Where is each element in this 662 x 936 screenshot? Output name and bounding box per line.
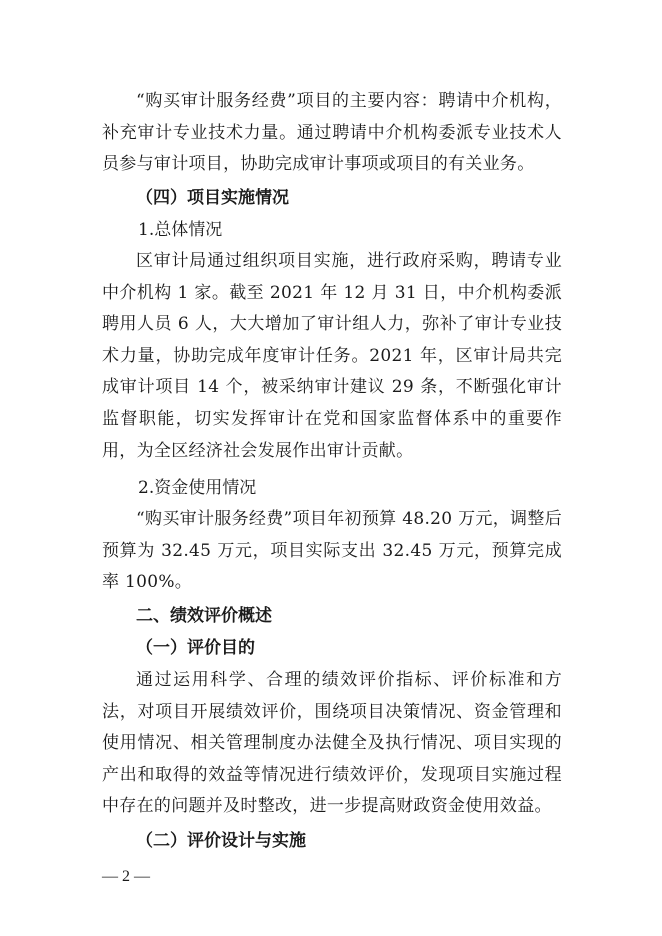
heading-overall-situation: 1.总体情况 bbox=[138, 220, 223, 240]
paragraph-funds-usage: “购买审计服务经费”项目年初预算 48.20 万元，调整后预算为 32.45 万元，项目实际支出 32.45 万元，预算完成率 100%。 bbox=[102, 509, 562, 593]
heading-funds-usage: 2.资金使用情况 bbox=[138, 478, 257, 498]
heading-evaluation-design: （二）评价设计与实施 bbox=[136, 831, 306, 851]
paragraph-overall-situation: 区审计局通过组织项目实施，进行政府采购，聘请专业中介机构 1 家。截至 2021 年 12 月 31 日，中介机构委派聘用人员 6 人，大大增加了审计组人力，弥补了审计专业技术力量，协助完成年度审计任务。2021 年，区审计局共完成审计项目 14 个，被采纳审计建议 29 条，不断强化审计监督职能，切实发挥审计在党和国家监督体系中的重要作用，为全区经济社会发展作出审计贡献。 bbox=[102, 251, 562, 461]
heading-section-two: 二、绩效评价概述 bbox=[136, 606, 272, 626]
heading-evaluation-purpose: （一）评价目的 bbox=[136, 638, 255, 658]
paragraph-project-content: “购买审计服务经费”项目的主要内容：聘请中介机构，补充审计专业技术力量。通过聘请中介机构委派专业技术人员参与审计项目，协助完成审计事项或项目的有关业务。 bbox=[102, 91, 562, 175]
heading-implementation: （四）项目实施情况 bbox=[136, 188, 289, 208]
paragraph-evaluation-purpose: 通过运用科学、合理的绩效评价指标、评价标准和方法，对项目开展绩效评价，围绕项目决策情况、资金管理和使用情况、相关管理制度办法健全及执行情况、项目实现的产出和取得的效益等情况进行绩效评价，发现项目实施过程中存在的问题并及时整改，进一步提高财政资金使用效益。 bbox=[102, 670, 562, 817]
page-number: — 2 — bbox=[102, 868, 150, 885]
